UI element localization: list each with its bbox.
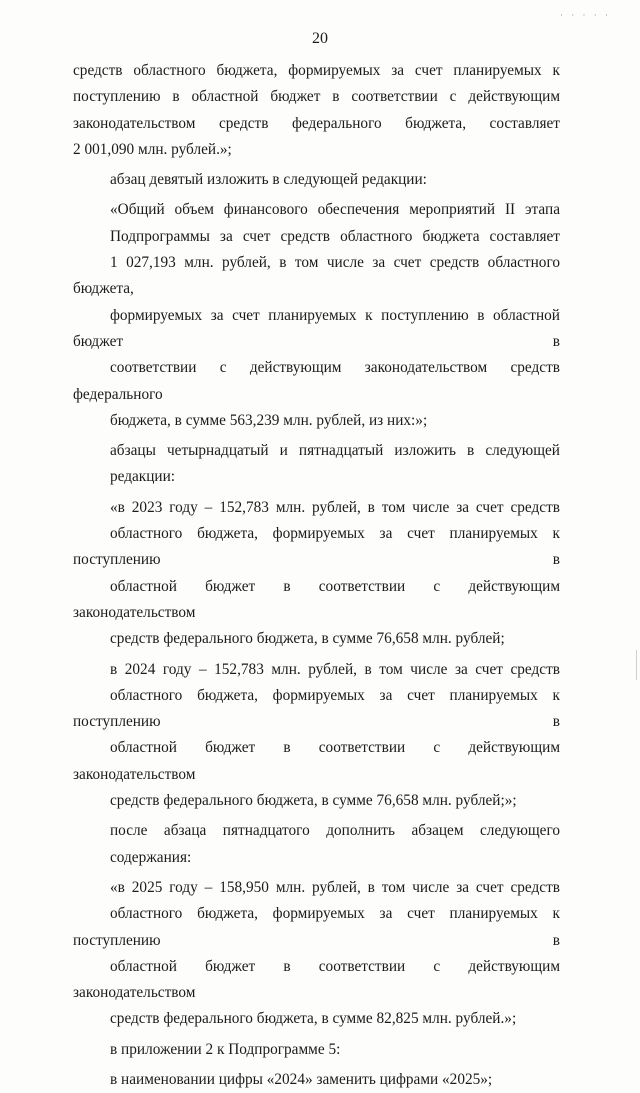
text-line: областной бюджет в соответствии с действующим законодательством	[73, 957, 560, 1002]
paragraph-instruction-add-after-fifteenth	[73, 818, 560, 871]
text-line: содержания:	[110, 848, 192, 866]
paragraph-stage-two-funding	[73, 197, 560, 434]
scan-artifact-line	[636, 650, 637, 680]
text-line: абзацы четырнадцатый и пятнадцатый изложить в следующей	[110, 442, 560, 460]
paragraph-appendix-two	[73, 1037, 560, 1063]
text-line: в приложении 2 к Подпрограмме 5:	[110, 1040, 341, 1058]
document-body	[73, 58, 560, 1093]
text-line: средств федерального бюджета, в сумме 76,658 млн. рублей;»;	[110, 792, 517, 810]
paragraph-instruction-fourteenth-fifteenth	[73, 438, 560, 491]
text-line: соответствии с действующим законодательством средств федерального	[73, 359, 560, 403]
text-line: областной бюджет в соответствии с действующим законодательством	[73, 739, 560, 783]
text-line: областной бюджет в соответствии с действующим законодательством	[73, 577, 560, 621]
text-line: средств федерального бюджета, в сумме 82,825 млн. рублей.»;	[110, 1010, 517, 1028]
scan-corner-mark: · · · · ·	[560, 10, 611, 20]
text-line: средств областного бюджета, формируемых за счет планируемых к	[73, 62, 560, 79]
text-line: «в 2025 году – 158,950 млн. рублей, в том числе за счет средств	[110, 878, 560, 896]
paragraph-budget-total-end	[73, 58, 560, 163]
page-number: 20	[312, 30, 328, 47]
text-line: бюджета, в сумме 563,239 млн. рублей, из них:»;	[110, 411, 428, 429]
paragraph-instruction-ninth	[73, 167, 560, 193]
paragraph-replace-digits	[73, 1067, 560, 1093]
paragraph-year-2025	[73, 875, 560, 1033]
text-line: областного бюджета, формируемых за счет планируемых к поступлению в	[73, 686, 560, 731]
text-line: областного бюджета, формируемых за счет планируемых к поступлению в	[73, 525, 560, 569]
text-line: абзац девятый изложить в следующей редакции:	[110, 171, 427, 189]
text-line: формируемых за счет планируемых к поступлению в областной бюджет в	[73, 306, 560, 350]
text-line: «Общий объем финансового обеспечения мероприятий II этапа	[110, 201, 560, 219]
text-line: в наименовании цифры «2024» заменить цифрами «2025»;	[110, 1070, 493, 1088]
text-line: «в 2023 году – 152,783 млн. рублей, в том числе за счет средств	[110, 498, 560, 516]
text-line: поступлению в областной бюджет в соответствии с действующим	[73, 88, 560, 106]
text-line: в 2024 году – 152,783 млн. рублей, в том числе за счет средств	[110, 660, 560, 678]
text-line: Подпрограммы за счет средств областного бюджета составляет	[110, 227, 560, 245]
paragraph-year-2024	[73, 657, 560, 815]
text-line: законодательством средств федерального бюджета, составляет	[73, 114, 560, 132]
text-line: средств федерального бюджета, в сумме 76,658 млн. рублей;	[110, 630, 505, 648]
text-line: 1 027,193 млн. рублей, в том числе за счет средств областного бюджета,	[73, 254, 560, 298]
paragraph-year-2023	[73, 495, 560, 653]
text-line: после абзаца пятнадцатого дополнить абзацем следующего	[110, 822, 560, 840]
text-line: областного бюджета, формируемых за счет планируемых к поступлению в	[73, 905, 560, 949]
text-line: 2 001,090 млн. рублей.»;	[73, 140, 232, 158]
text-line: редакции:	[110, 468, 176, 486]
